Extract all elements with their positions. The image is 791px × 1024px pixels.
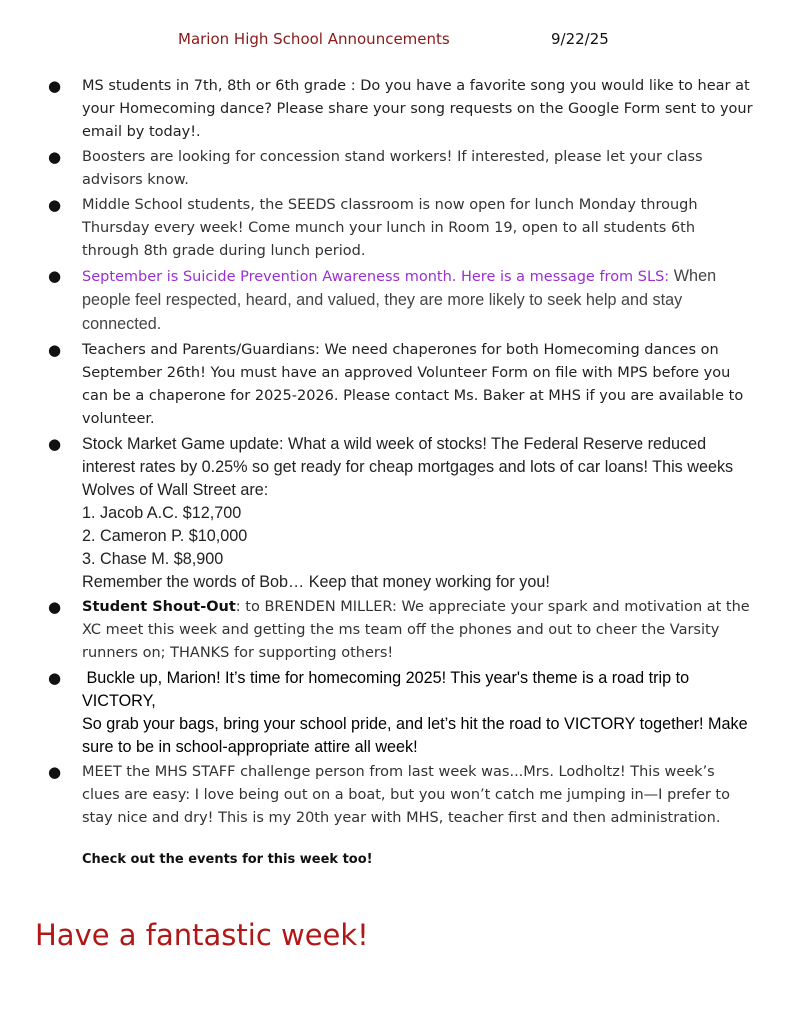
announcement-stock-market xyxy=(82,433,755,594)
bullet-icon: ● xyxy=(48,267,62,285)
list-item xyxy=(0,596,791,665)
list-item xyxy=(0,265,791,337)
announcement-ms-song: MS students in 7th, 8th or 6th grade : Do you have a favorite song you would like to hear at your Homecoming dance? Please share your song requests on the Google Form sent to your email by today!. xyxy=(82,78,753,140)
stock-rank-3: 3. Chase M. $8,900 xyxy=(82,550,224,568)
announcement-chaperones: Teachers and Parents/Guardians: We need chaperones for both Homecoming dances on September 26th! You must have an approved Volunteer Form on file with MPS before you can be a chaperone for 2025-2026. Please contact Ms. Baker at MHS if you are available to volunteer. xyxy=(82,342,744,427)
events-note: Check out the events for this week too! xyxy=(82,852,373,867)
page-title: Marion High School Announcements xyxy=(178,30,450,48)
list-item xyxy=(0,194,791,263)
announcement-meet-staff: MEET the MHS STAFF challenge person from last week was...Mrs. Lodholtz! This week’s clues are easy: I love being out on a boat, but you won’t catch me jumping in—I prefer to stay nice and dry! This is my 20th year with MHS, teacher first and then administration. xyxy=(82,764,730,826)
closing-message: Have a fantastic week! xyxy=(35,918,369,952)
list-item xyxy=(0,339,791,431)
bullet-icon: ● xyxy=(48,341,62,359)
announcement-list xyxy=(0,75,791,830)
homecoming-line-1: Buckle up, Marion! It’s time for homecoming 2025! This year's theme is a road trip to VICTORY, xyxy=(82,669,694,710)
date: 9/22/25 xyxy=(551,30,609,48)
list-item xyxy=(0,433,791,594)
announcement-homecoming xyxy=(82,667,755,759)
list-item xyxy=(0,146,791,192)
stock-intro: Stock Market Game update: What a wild week of stocks! The Federal Reserve reduced interest rates by 0.25% so get ready for cheap mortgages and lots of car loans! This weeks Wolves of Wall Street are: xyxy=(82,435,734,499)
stock-rank-1: 1. Jacob A.C. $12,700 xyxy=(82,504,242,522)
bullet-icon: ● xyxy=(48,148,62,166)
bullet-icon: ● xyxy=(48,196,62,214)
sls-lead-text: September is Suicide Prevention Awareness month. Here is a message from SLS: xyxy=(82,269,670,285)
header xyxy=(0,30,791,52)
bullet-icon: ● xyxy=(48,435,62,453)
shout-out-label: Student Shout-Out xyxy=(82,599,236,615)
bullet-icon: ● xyxy=(48,598,62,616)
bullet-icon: ● xyxy=(48,669,62,687)
announcement-seeds: Middle School students, the SEEDS classroom is now open for lunch Monday through Thursday every week! Come munch your lunch in Room 19, open to all students 6th through 8th grade during lunch period. xyxy=(82,197,698,259)
stock-outro: Remember the words of Bob… Keep that money working for you! xyxy=(82,573,550,591)
list-item xyxy=(0,761,791,830)
homecoming-line-2: So grab your bags, bring your school pride, and let’s hit the road to VICTORY together! Make sure to be in school-appropriate attire all week! xyxy=(82,715,748,756)
shout-out-text: : to BRENDEN MILLER: We appreciate your spark and motivation at the XC meet this week and getting the ms team off the phones and out to cheer the Varsity runners on; THANKS for supporting others! xyxy=(82,599,750,661)
list-item xyxy=(0,667,791,759)
announcement-boosters: Boosters are looking for concession stand workers! If interested, please let your class advisors know. xyxy=(82,149,703,188)
stock-rank-2: 2. Cameron P. $10,000 xyxy=(82,527,248,545)
sls-message: When people feel respected, heard, and valued, they are more likely to seek help and stay connected. xyxy=(82,267,717,333)
list-item xyxy=(0,75,791,144)
announcement-shout-out xyxy=(82,596,755,665)
bullet-icon: ● xyxy=(48,763,62,781)
bullet-icon: ● xyxy=(48,77,62,95)
announcement-suicide-prevention xyxy=(82,265,755,337)
